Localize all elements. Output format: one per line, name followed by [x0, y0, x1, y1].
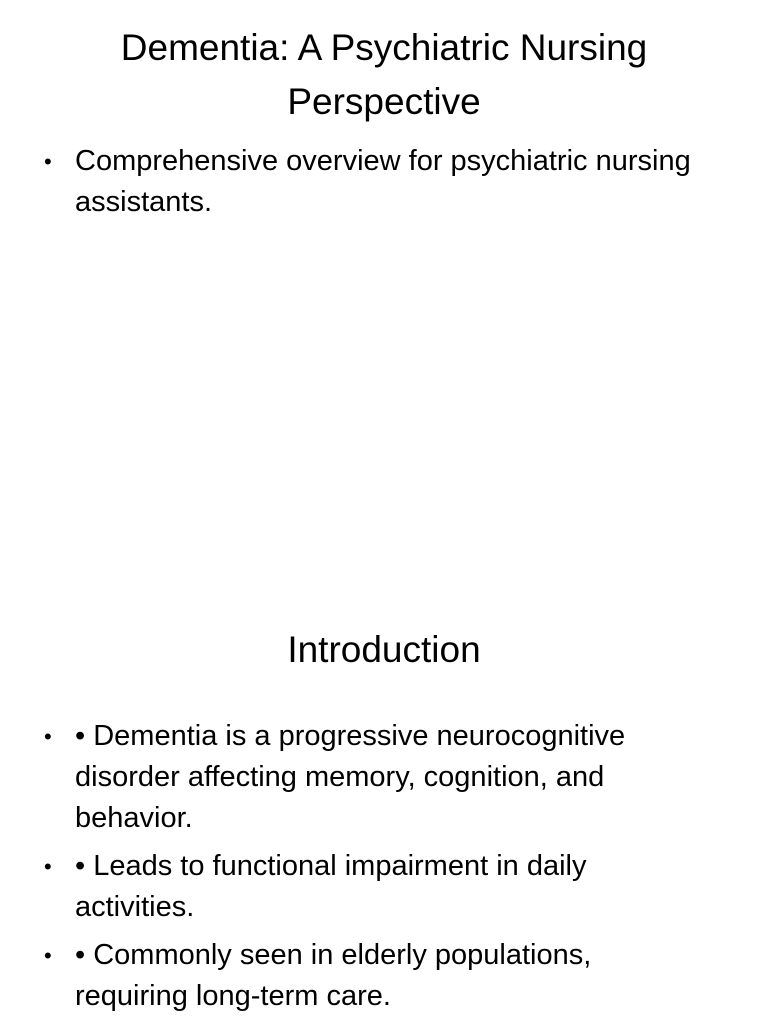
bullet-item — [40, 846, 700, 928]
bullet-marker-icon: • — [44, 854, 52, 879]
bullet-text: Comprehensive overview for psychiatric nursing assistants. — [75, 145, 691, 218]
bullet-text: • Leads to functional impairment in daily activities. — [75, 850, 587, 923]
bullet-marker-icon: • — [44, 724, 52, 749]
bullet-marker-icon: • — [44, 943, 52, 968]
bullet-item — [40, 716, 700, 839]
bullet-list — [40, 141, 700, 230]
bullet-text: • Dementia is a progressive neurocognitive disorder affecting memory, cognition, and behavior. — [75, 720, 626, 834]
bullet-marker-icon: • — [44, 149, 52, 174]
bullet-text: • Commonly seen in elderly populations, requiring long-term care. — [75, 939, 592, 1012]
bullet-item — [40, 141, 700, 223]
slide-title: Dementia: A Psychiatric Nursing Perspective — [120, 27, 648, 122]
slide-title: Introduction — [287, 629, 481, 670]
slide-introduction — [0, 576, 768, 1024]
bullet-list — [40, 716, 700, 1024]
bullet-item — [40, 935, 700, 1017]
